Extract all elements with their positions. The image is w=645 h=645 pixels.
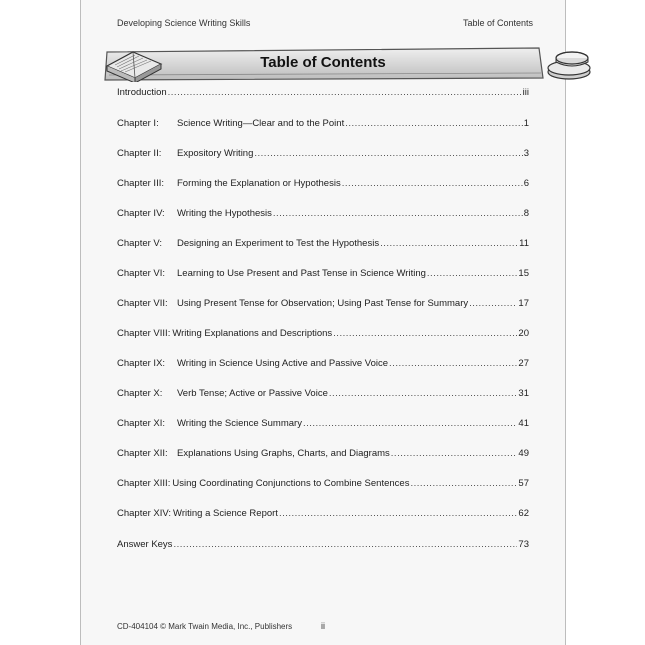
toc-entry-chapter-6[interactable] — [117, 267, 529, 281]
toc-entry-title: Expository Writing — [177, 148, 254, 159]
toc-entry-answer-keys[interactable] — [117, 538, 529, 552]
toc-entry-page: 27 — [518, 358, 529, 369]
toc-entry-title: Introduction — [117, 87, 167, 98]
toc-entry-page: 8 — [523, 208, 529, 219]
dot-leader — [427, 267, 518, 281]
toc-entry-title: Writing in Science Using Active and Passive Voice — [177, 358, 389, 369]
toc-entry-chapter-7[interactable] — [117, 297, 529, 311]
toc-entry-introduction[interactable] — [117, 86, 529, 100]
dot-leader — [254, 147, 522, 161]
toc-entry-chapter-4[interactable] — [117, 207, 529, 221]
footer-page-number: ii — [321, 621, 325, 631]
toc-entry-title: Verb Tense; Active or Passive Voice — [177, 388, 328, 399]
toc-entry-chapter-8[interactable] — [117, 327, 529, 341]
running-head-right: Table of Contents — [462, 18, 533, 28]
toc-entry-chapter-11[interactable] — [117, 417, 529, 431]
dot-leader — [391, 447, 518, 461]
toc-chapter-label: Chapter XIII: — [117, 478, 171, 489]
toc-chapter-label: Chapter XII: — [117, 448, 168, 459]
dot-leader — [303, 417, 517, 431]
toc-chapter-label: Chapter XI: — [117, 418, 166, 429]
toc-entry-chapter-12[interactable] — [117, 447, 529, 461]
running-head-left: Developing Science Writing Skills — [117, 18, 251, 28]
toc-entry-chapter-1[interactable] — [117, 117, 529, 131]
toc-entry-page: 31 — [518, 388, 529, 399]
dot-leader — [389, 357, 517, 371]
page-title: Table of Contents — [260, 54, 386, 71]
toc-chapter-label: Chapter VII: — [117, 298, 168, 309]
toc-entry-title: Answer Keys — [117, 539, 173, 550]
toc-entry-chapter-2[interactable] — [117, 147, 529, 161]
toc-entry-page: 57 — [518, 478, 529, 489]
toc-entry-title: Using Present Tense for Observation; Using Past Tense for Summary — [177, 298, 469, 309]
toc-entry-chapter-5[interactable] — [117, 237, 529, 251]
toc-entry-title: Explanations Using Graphs, Charts, and Diagrams — [177, 448, 390, 459]
dot-leader — [273, 207, 523, 221]
dot-leader — [469, 297, 517, 311]
toc-entry-title: Writing a Science Report — [173, 508, 278, 519]
dot-leader — [329, 387, 518, 401]
toc-entry-page: 17 — [518, 298, 529, 309]
toc-chapter-label: Chapter V: — [117, 238, 163, 249]
toc-entry-page: 3 — [523, 148, 529, 159]
toc-chapter-label: Chapter IX: — [117, 358, 166, 369]
toc-entry-chapter-3[interactable] — [117, 177, 529, 191]
toc-entry-title: Science Writing—Clear and to the Point — [177, 118, 345, 129]
toc-entry-page: 73 — [518, 539, 529, 550]
toc-chapter-label: Chapter II: — [117, 148, 162, 159]
dot-leader — [380, 237, 518, 251]
toc-entry-page: 20 — [518, 328, 529, 339]
toc-chapter-label: Chapter VI: — [117, 268, 166, 279]
dot-leader — [345, 117, 522, 131]
dot-leader — [279, 507, 517, 521]
toc-entry-title: Forming the Explanation or Hypothesis — [177, 178, 341, 189]
document-page — [80, 0, 566, 645]
toc-entry-page: 11 — [519, 238, 529, 249]
toc-entry-chapter-9[interactable] — [117, 357, 529, 371]
toc-entry-page: 1 — [523, 118, 529, 129]
toc-entry-title: Learning to Use Present and Past Tense in Science Writing — [177, 268, 426, 279]
toc-chapter-label: Chapter X: — [117, 388, 163, 399]
toc-chapter-label: Chapter I: — [117, 118, 159, 129]
toc-chapter-label: Chapter IV: — [117, 208, 165, 219]
toc-chapter-label: Chapter VIII: — [117, 328, 171, 339]
toc-entry-page: 6 — [523, 178, 529, 189]
toc-entry-page: 41 — [518, 418, 529, 429]
toc-entry-title: Designing an Experiment to Test the Hypothesis — [177, 238, 380, 249]
toc-chapter-label: Chapter XIV: — [117, 508, 172, 519]
title-banner — [101, 44, 545, 84]
toc-chapter-label: Chapter III: — [117, 178, 164, 189]
toc-entry-page: 15 — [518, 268, 529, 279]
dot-leader — [333, 327, 517, 341]
footer-publisher: CD-404104 © Mark Twain Media, Inc., Publishers — [117, 622, 293, 631]
dot-leader — [410, 477, 517, 491]
toc-entry-title: Using Coordinating Conjunctions to Combine Sentences — [172, 478, 410, 489]
toc-entry-title: Writing the Science Summary — [177, 418, 302, 429]
toc-entry-chapter-13[interactable] — [117, 477, 529, 491]
toc-entry-title: Writing Explanations and Descriptions — [172, 328, 333, 339]
toc-entry-chapter-14[interactable] — [117, 507, 529, 521]
toc-entry-page: 49 — [518, 448, 529, 459]
toc-entry-title: Writing the Hypothesis — [177, 208, 272, 219]
dot-leader — [168, 86, 522, 100]
toc-entry-chapter-10[interactable] — [117, 387, 529, 401]
toc-entry-page: 62 — [518, 508, 529, 519]
dot-leader — [342, 177, 523, 191]
dot-leader — [173, 538, 517, 552]
toc-entry-page: iii — [522, 87, 529, 98]
